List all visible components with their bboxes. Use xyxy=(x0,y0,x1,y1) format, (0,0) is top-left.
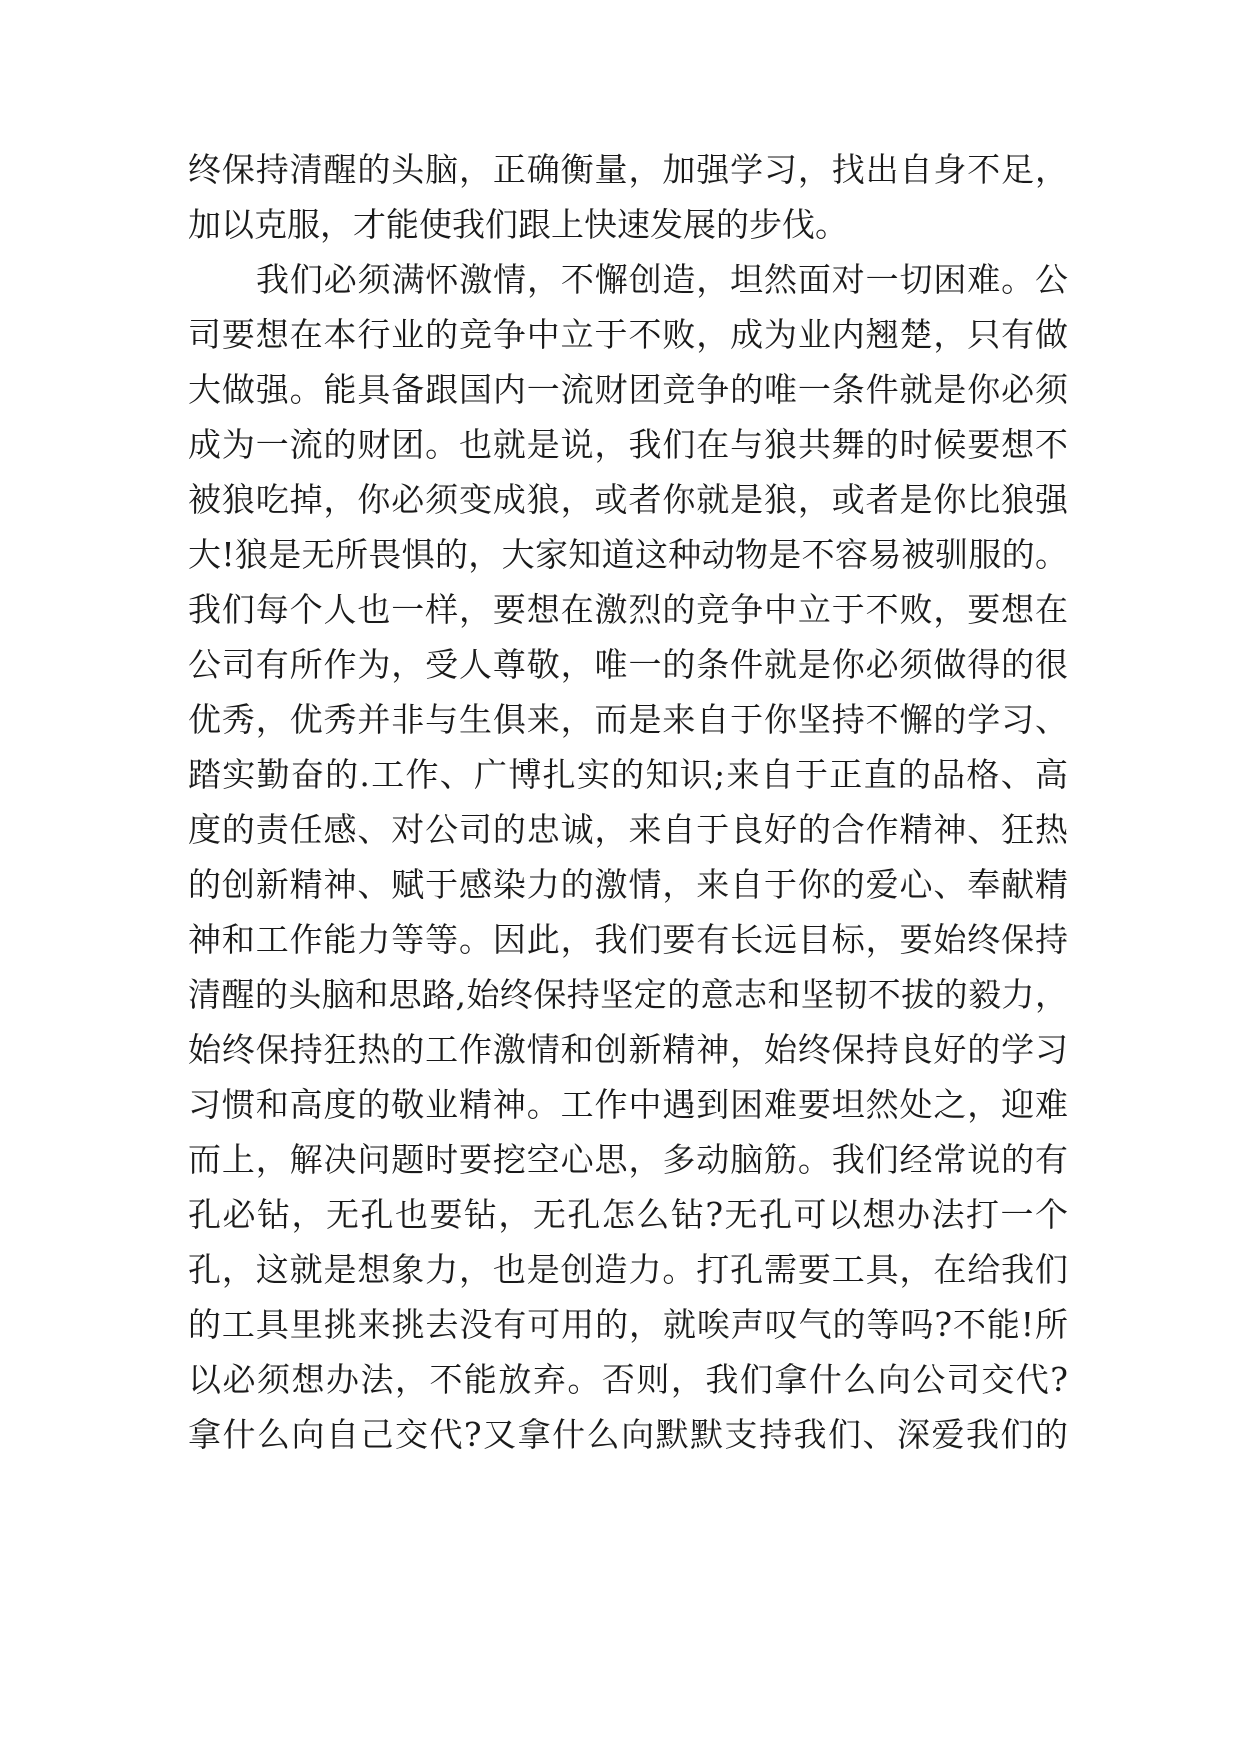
text-line-21: 孔，这就是想象力，也是创造力。打孔需要工具，在给我们 xyxy=(188,1250,1068,1289)
text-line-18: 习惯和高度的敬业精神。工作中遇到困难要坦然处之，迎难 xyxy=(188,1085,1068,1124)
text-line-9: 我们每个人也一样，要想在激烈的竞争中立于不败，要想在 xyxy=(188,590,1068,629)
text-line-12: 踏实勤奋的.工作、广博扎实的知识;来自于正直的品格、高 xyxy=(188,755,1068,794)
text-line-19: 而上，解决问题时要挖空心思，多动脑筋。我们经常说的有 xyxy=(188,1140,1068,1179)
text-line-4: 司要想在本行业的竞争中立于不败，成为业内翘楚，只有做 xyxy=(188,315,1068,354)
text-line-24: 拿什么向自己交代?又拿什么向默默支持我们、深爱我们的 xyxy=(188,1415,1068,1454)
text-line-17: 始终保持狂热的工作激情和创新精神，始终保持良好的学习 xyxy=(188,1030,1068,1069)
text-line-1: 终保持清醒的头脑，正确衡量，加强学习，找出自身不足， xyxy=(188,150,1068,189)
text-line-5: 大做强。能具备跟国内一流财团竞争的唯一条件就是你必须 xyxy=(188,370,1068,409)
text-line-22: 的工具里挑来挑去没有可用的，就唉声叹气的等吗?不能!所 xyxy=(188,1305,1068,1344)
text-line-23: 以必须想办法，不能放弃。否则，我们拿什么向公司交代? xyxy=(188,1360,1068,1399)
text-line-14: 的创新精神、赋于感染力的激情，来自于你的爱心、奉献精 xyxy=(188,865,1068,904)
text-line-6: 成为一流的财团。也就是说，我们在与狼共舞的时候要想不 xyxy=(188,425,1068,464)
text-line-2: 加以克服，才能使我们跟上快速发展的步伐。 xyxy=(188,205,848,244)
text-line-7: 被狼吃掉，你必须变成狼，或者你就是狼，或者是你比狼强 xyxy=(188,480,1068,519)
text-line-13: 度的责任感、对公司的忠诚，来自于良好的合作精神、狂热 xyxy=(188,810,1068,849)
text-line-10: 公司有所作为，受人尊敬，唯一的条件就是你必须做得的很 xyxy=(188,645,1068,684)
text-line-15: 神和工作能力等等。因此，我们要有长远目标，要始终保持 xyxy=(188,920,1068,959)
text-line-20: 孔必钻，无孔也要钻，无孔怎么钻?无孔可以想办法打一个 xyxy=(188,1195,1068,1234)
text-line-3: 我们必须满怀激情，不懈创造，坦然面对一切困难。公 xyxy=(256,260,1068,299)
text-line-8: 大!狼是无所畏惧的，大家知道这种动物是不容易被驯服的。 xyxy=(188,535,1068,574)
text-line-11: 优秀，优秀并非与生俱来，而是来自于你坚持不懈的学习、 xyxy=(188,700,1068,739)
text-line-16: 清醒的头脑和思路,始终保持坚定的意志和坚韧不拔的毅力， xyxy=(188,975,1068,1014)
